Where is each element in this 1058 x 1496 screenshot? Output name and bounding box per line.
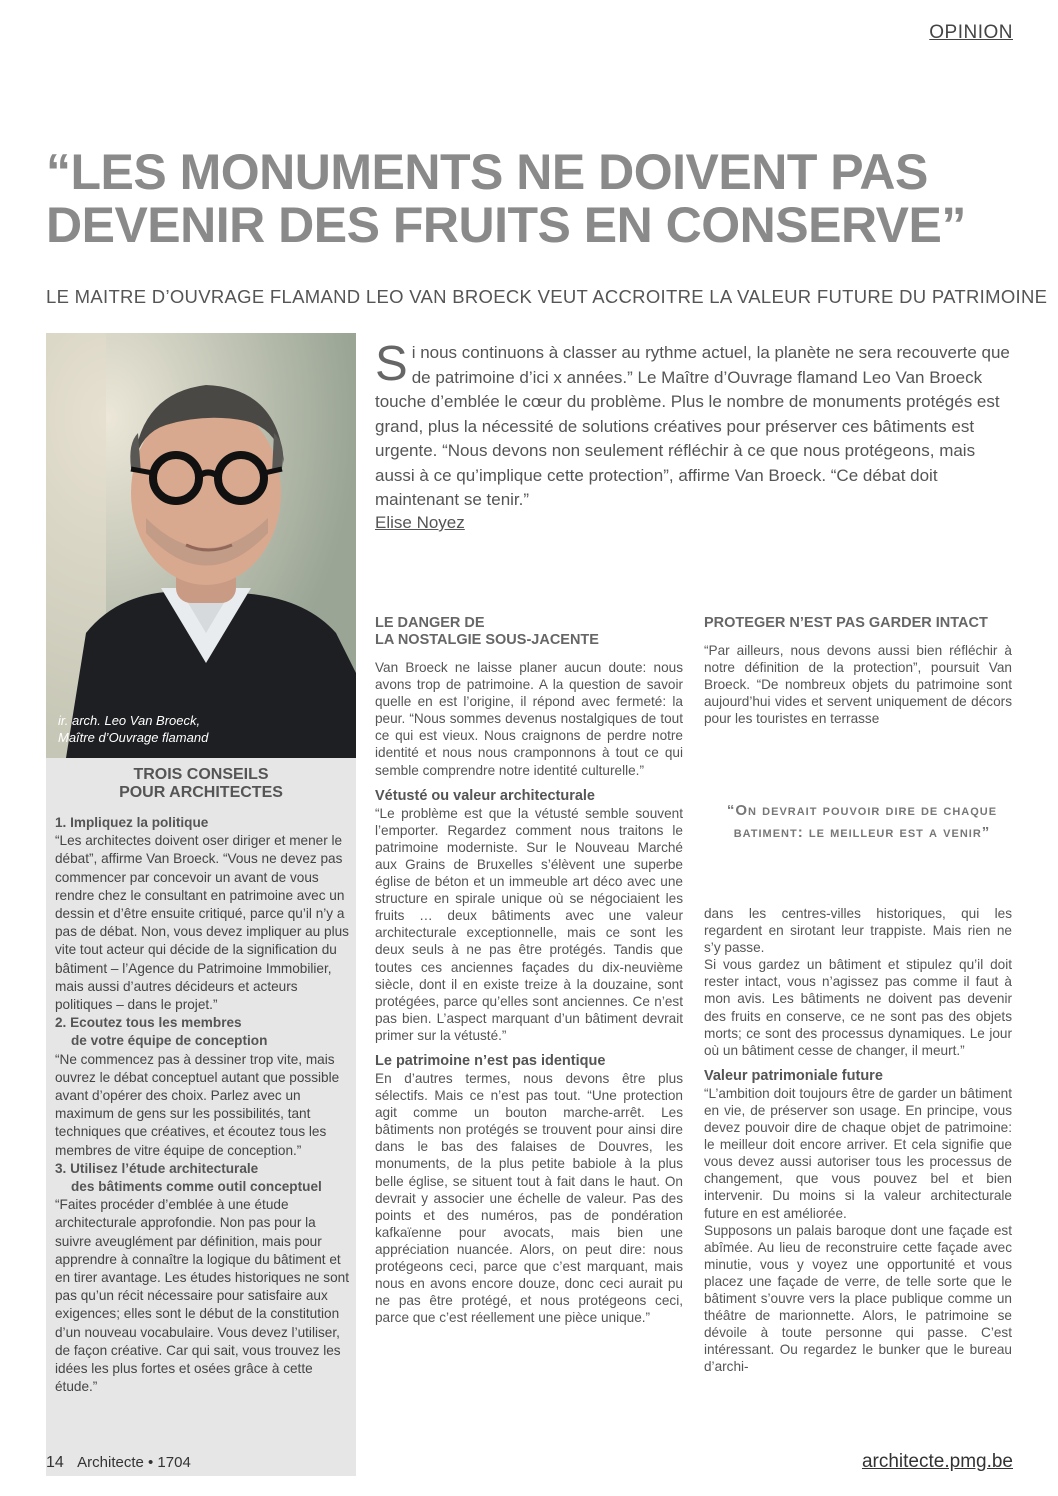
paragraph: “L’ambition doit toujours être de garder un bâtiment en vie, de préserver son usage. En principe, vous devez pouvoir dire de chaque objet de patrimoine: le meilleur doit encore arriver. Et cela signifie que vous devez aussi autoriser tous les processus de changement, que vous pouvez bel et bien intervenir. Du moins si la valeur architecturale future en est améliorée. [704, 1085, 1012, 1221]
section-tag: OPINION [929, 22, 1013, 43]
paragraph: Van Broeck ne laisse planer aucun doute: nous avons trop de patrimoine. A la question de savoir quelle en est l’origine, il répond avec fermeté: la peur. “Nous sommes devenus nostalgiques de tout ce qui est vieux. Nous craignons de perdre notre identité et nous nous cramponnons à tout ce qui semble comprendre notre identité culturelle.” [375, 660, 683, 778]
author-byline[interactable]: Elise Noyez [375, 513, 465, 532]
sidebar-title-line2: POUR ARCHITECTES [119, 784, 283, 801]
article-column-2-bottom [704, 905, 1012, 1375]
sidebar-title-line1: TROIS CONSEILS [133, 766, 269, 783]
lead-paragraph [375, 337, 1010, 513]
section-heading-line2: LA NOSTALGIE SOUS-JACENTE [375, 632, 599, 648]
photo-caption [58, 712, 208, 746]
tip-title-line1: 2. Ecoutez tous les membres [55, 1015, 242, 1031]
paragraph: dans les centres-villes historiques, qui les regardent en sirotant leur trappiste. Mais rien ne s’y passe. [704, 906, 1012, 956]
paragraph: “Par ailleurs, nous devons aussi bien réfléchir à notre définition de la protection”, poursuit Van Broeck. “De nombreux objets du patrimoine sont aujourd’hui vides et servent uniquement de décors pour les touristes en terrasse [704, 643, 1012, 727]
section-heading [375, 615, 683, 649]
tip-title [55, 1160, 349, 1196]
paragraph: Supposons un palais baroque dont une façade est abîmée. Au lieu de reconstruire cette façade avec minutie, vous y voyez une opportunité et vous placez une façade de verre, de telle sorte que le bâtiment s’ouvre vers la place publique comme un théâtre de marionnette. Alors, le patrimoine se dévoile à toute personne qui passe. C’est intéressant. Ou regardez le bunker que le bureau d’archi- [704, 1222, 1012, 1375]
tip-title-line2: des bâtiments comme outil conceptuel [71, 1179, 322, 1195]
subtitle: LE MAITRE D’OUVRAGE FLAMAND LEO VAN BROECK VEUT ACCROITRE LA VALEUR FUTURE DU PATRIMOINE [46, 286, 1048, 307]
subheading: Vétusté ou valeur architecturale [375, 787, 595, 804]
sidebar-title [46, 766, 356, 802]
tip-text: “Ne commencez pas à dessiner trop vite, mais ouvrez le débat conceptuel autant que possible avant d’opérer des choix. Parlez avec un maximum de gens sur les possibilités, tant techniques que créatives, et écoutez tous les membres de vitre équipe de conception.” [55, 1051, 340, 1158]
article-column-1 [375, 615, 683, 1326]
tip-title [55, 1014, 349, 1050]
caption-line2: Maître d’Ouvrage flamand [58, 730, 209, 745]
headline [46, 146, 1006, 252]
section-heading: PROTEGER N’EST PAS GARDER INTACT [704, 615, 988, 631]
subheading: Le patrimoine n’est pas identique [375, 1052, 606, 1069]
portrait-illustration [46, 333, 356, 758]
tip-title [55, 814, 349, 832]
tip-text: “Faites procéder d’emblée à une étude architecturale approfondie. Non pas pour la suivre aveuglément par définition, mais pour apprendre à connaître la logique du bâtiment et en tirer avantage. Les études historiques ne sont pas qu’un récit nécessaire pour satisfaire aux exigences; elles sont le début de la constitution d’un nouveau vocabulaire. Vous devez l’utiliser, de façon créative. Car qui sait, vous trouvez les idées les plus fortes et osées grâce à cette étude.” [55, 1197, 349, 1395]
section-heading-line1: LE DANGER DE [375, 615, 485, 631]
headline-line1: “LES MONUMENTS NE DOIVENT PAS [46, 144, 928, 200]
caption-line1: ir. arch. Leo Van Broeck, [58, 713, 201, 728]
magazine-issue: Architecte • 1704 [77, 1454, 191, 1471]
paragraph: En d’autres termes, nous devons être plus sélectifs. Mais ce n’est pas tout. “Une protection agit comme un bouton marche-arrêt. Les bâtiments non protégés se trouvent pour ainsi dire dans le bas des falaises de Douvres, les monuments, de la plus petite babiole à la plus belle église, se situent tout à fait dans le haut. On devrait y associer une échelle de valeur. Pas des points et des numéros, pas de pondération kafkaïenne pour avocats, mais bien une appréciation nuancée. Alors, on peut dire: nous protégeons ceci, parce que c’est marquant, mais nous en avons encore douze, donc ceci aurait pu ne pas être protégé, et nous protégeons ceci, parce que c’est réellement une pièce unique.” [375, 1070, 683, 1326]
tip-title-line1: 3. Utilisez l’étude architecturale [55, 1160, 259, 1176]
paragraph: Si vous gardez un bâtiment et stipulez qu’il doit rester intact, vous n’agissez pas comme il faut à mon avis. Les bâtiments ne doivent pas devenir des fruits en conserve, ce ne sont pas des objets morts; ce sont des processus dynamiques. Le jour où un bâtiment cesse de changer, il meurt.” [704, 957, 1012, 1058]
pull-quote: “On devrait pouvoir dire de chaque batiment: le meilleur est a venir” [726, 802, 998, 841]
website-link[interactable]: architecte.pmg.be [861, 1451, 1013, 1472]
lead-text: i nous continuons à classer au rythme actuel, la planète ne sera recouverte que de patrimoine d’ici x années.” Le Maître d’Ouvrage flamand Leo Van Broeck touche d’emblée le cœur du problème. Plus le nombre de monuments protégés est grand, plus la nécessité de solutions créatives pour préserver ces bâtiments est urgente. “Nous devons non seulement réfléchir à ce que nous protégeons, mais aussi à ce qu’implique cette protection”, affirme Van Broeck. “Ce débat doit maintenant se tenir.” [375, 343, 1010, 509]
footer-left [46, 1454, 191, 1472]
tips-sidebar [46, 758, 356, 1476]
tip-title-line2: de votre équipe de conception [71, 1033, 268, 1049]
article-column-2-top [704, 615, 1012, 727]
drop-cap: S [375, 337, 408, 391]
subheading: Valeur patrimoniale future [704, 1067, 883, 1084]
page-number: 14 [46, 1454, 64, 1471]
tip-title-line1: 1. Impliquez la politique [55, 815, 209, 830]
portrait-photo [46, 333, 356, 758]
sidebar-body [55, 814, 349, 1397]
tip-text: “Les architectes doivent oser diriger et mener le débat”, affirme Van Broeck. “Vous ne devez pas commencer par concevoir un avant de vous rendre chez le consultant en patrimoine avec un dessin et d’être ensuite critiqué, parce qu’il n’y a pas de débat. Non, vous devez impliquer au plus vite tout acteur qui décide de la signification du bâtiment – l’Agence du Patrimoine Immobilier, mais aussi d’autres décideurs et acteurs politiques – dans le projet.” [55, 833, 349, 1013]
headline-line2: DEVENIR DES FRUITS EN CONSERVE” [46, 197, 966, 253]
paragraph: “Le problème est que la vétusté semble souvent l’emporter. Regardez comment nous traitons le patrimoine moderniste. Sur le Nouveau Marché aux Grains de Bruxelles s’élèvent une superbe église de béton et un immeuble art déco avec une structure en spirale unique où se négociaient les fruits … deux bâtiments avec une valeur architecturale exceptionnelle, mais ce sont les deux seuls à ne pas être protégés. Tandis que toutes ces anciennes façades du dix-neuvième siècle, dont il en existe treize à la douzaine, sont protégées, parce qu’elles sont anciennes. Ce n’est pas bien. L’aspect marquant d’un bâtiment devrait primer sur la vétusté.” [375, 805, 683, 1043]
